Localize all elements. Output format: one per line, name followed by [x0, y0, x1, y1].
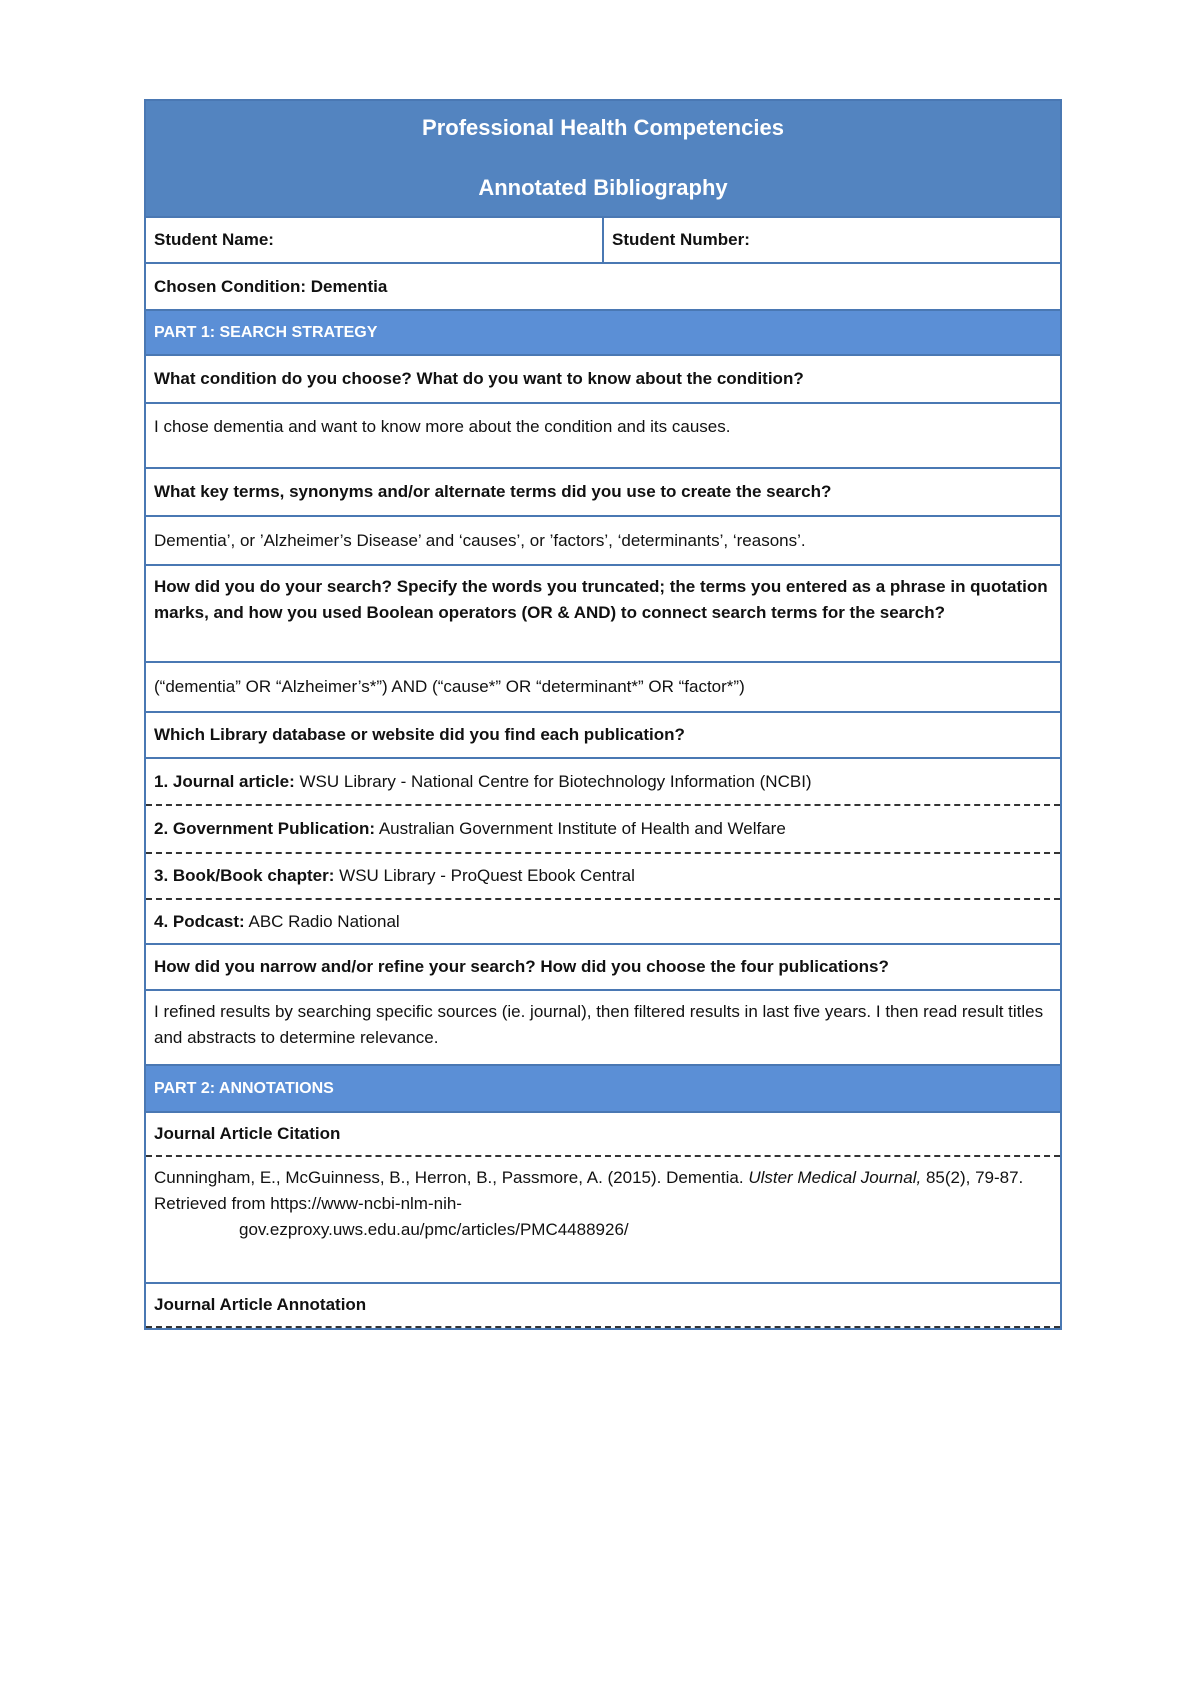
source-podcast[interactable] — [146, 898, 1060, 943]
form-title: Professional Health Competencies — [422, 115, 784, 140]
answer-refine-search-text: I refined results by searching specific sources (ie. journal), then filtered results in last five years. I then read result titles and abstracts to determine relevance. — [154, 1002, 1044, 1047]
source-label: 3. Book/Book chapter: — [154, 866, 335, 885]
question-search-method — [146, 564, 1060, 661]
source-value: ABC Radio National — [244, 911, 400, 931]
source-value: WSU Library - ProQuest Ebook Central — [334, 866, 635, 885]
source-label: 4. Podcast: — [154, 911, 245, 931]
bibliography-form — [144, 99, 1062, 1330]
citation-details: 85(2), 79-87. Retrieved from https://www-ncbi-nlm-nih- — [154, 1168, 1024, 1213]
student-info-row — [146, 218, 1060, 262]
question-databases: Which Library database or website did you find each publication? — [146, 711, 1060, 757]
form-subtitle: Annotated Bibliography — [478, 175, 728, 200]
question-condition: What condition do you choose? What do you want to know about the condition? — [146, 354, 1060, 402]
question-key-terms: What key terms, synonyms and/or alternate terms did you use to create the search? — [146, 467, 1060, 515]
student-number-field[interactable]: Student Number: — [602, 218, 1060, 262]
journal-citation[interactable] — [146, 1155, 1060, 1282]
chosen-condition: Chosen Condition: Dementia — [146, 262, 1060, 309]
bottom-rule — [146, 1326, 1060, 1328]
source-value: WSU Library - National Centre for Biotechnology Information (NCBI) — [294, 771, 812, 791]
journal-citation-text — [154, 1165, 1052, 1243]
student-name-field[interactable]: Student Name: — [154, 230, 274, 249]
source-government-publication[interactable] — [146, 804, 1060, 852]
answer-search-string[interactable]: (“dementia” OR “Alzheimer’s*”) AND (“cause*” OR “determinant*” OR “factor*”) — [146, 661, 1060, 711]
source-label: 1. Journal article: — [154, 771, 295, 791]
part1-heading: PART 1: SEARCH STRATEGY — [146, 309, 1060, 354]
citation-url: gov.ezproxy.uws.edu.au/pmc/articles/PMC4488926/ — [239, 1220, 629, 1239]
answer-condition[interactable] — [146, 402, 1060, 467]
question-refine-search: How did you narrow and/or refine your search? How did you choose the four publications? — [146, 943, 1060, 989]
answer-refine-search[interactable] — [146, 989, 1060, 1064]
citation-journal: Ulster Medical Journal, — [748, 1168, 922, 1187]
source-label: 2. Government Publication: — [154, 819, 376, 838]
question-search-method-text: How did you do your search? Specify the words you truncated; the terms you entered as a phrase in quotation marks, and how you used Boolean operators (OR & AND) to connect search terms for the search? — [154, 577, 1048, 622]
answer-key-terms[interactable]: Dementia’, or ’Alzheimer’s Disease’ and ‘causes’, or ’factors’, ‘determinants’, ‘reasons’. — [146, 515, 1060, 564]
journal-citation-heading: Journal Article Citation — [146, 1111, 1060, 1155]
source-book-chapter[interactable] — [146, 852, 1060, 898]
form-header — [146, 101, 1060, 218]
source-value: Australian Government Institute of Health and Welfare — [375, 819, 786, 838]
citation-authors: Cunningham, E., McGuinness, B., Herron, B., Passmore, A. (2015). Dementia. — [154, 1168, 749, 1187]
source-journal-article[interactable] — [146, 757, 1060, 804]
part2-heading: PART 2: ANNOTATIONS — [146, 1064, 1060, 1111]
journal-annotation-heading: Journal Article Annotation — [146, 1282, 1060, 1326]
answer-condition-text: I chose dementia and want to know more about the condition and its causes. — [154, 417, 731, 436]
